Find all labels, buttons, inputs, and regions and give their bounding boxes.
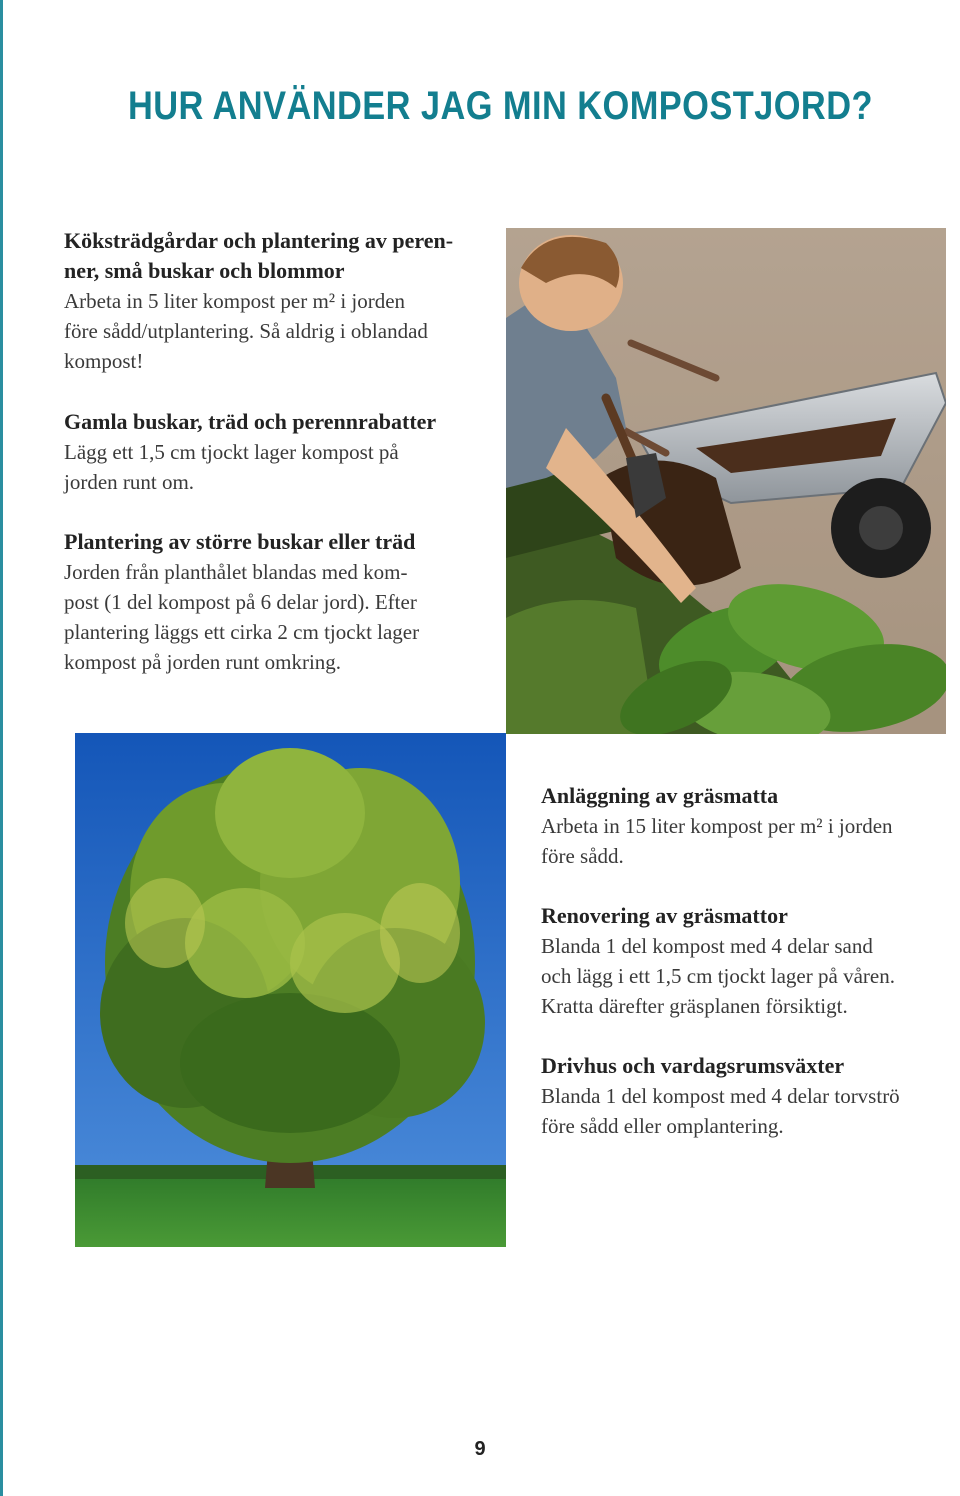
section-heading: Plantering av större buskar eller träd [64,529,416,554]
tree-photo [75,733,506,1247]
section-body: Arbeta in 5 liter kompost per m² i jorden före sådd/utplantering. Så aldrig i oblandad kompost! [64,289,428,373]
section-kokstradgardar [64,226,494,376]
section-heading: Köksträdgårdar och plantering av peren- ner, små buskar och blommor [64,228,454,283]
section-body: Arbeta in 15 liter kompost per m² i jorden före sådd. [541,814,893,868]
section-body: Lägg ett 1,5 cm tjockt lager kompost på jorden runt om. [64,440,399,494]
page-title: HUR ANVÄNDER JAG MIN KOMPOSTJORD? [128,84,873,128]
section-heading: Renovering av gräsmattor [541,903,788,928]
section-plantering-storre [64,527,494,677]
section-anlaggning-grasmatta [541,781,956,871]
section-heading: Anläggning av gräsmatta [541,783,779,808]
section-body: Blanda 1 del kompost med 4 delar torvströ före sådd eller omplantering. [541,1084,900,1138]
section-heading: Drivhus och vardagsrumsväxter [541,1053,845,1078]
section-body: Blanda 1 del kompost med 4 delar sand och lägg i ett 1,5 cm tjockt lager på våren. Kratta därefter gräsplanen försiktigt. [541,934,895,1018]
section-gamla-buskar [64,407,494,497]
section-heading: Gamla buskar, träd och perennrabatter [64,409,437,434]
page-edge-line [0,0,3,1496]
section-renovering-grasmattor [541,901,956,1021]
wheelbarrow-photo [506,228,946,734]
section-body: Jorden från planthålet blandas med kom- post (1 del kompost på 6 delar jord). Efter plantering läggs ett cirka 2 cm tjockt lager kompost på jorden runt omkring. [64,560,420,674]
page-number: 9 [474,1438,486,1460]
section-drivhus [541,1051,956,1141]
